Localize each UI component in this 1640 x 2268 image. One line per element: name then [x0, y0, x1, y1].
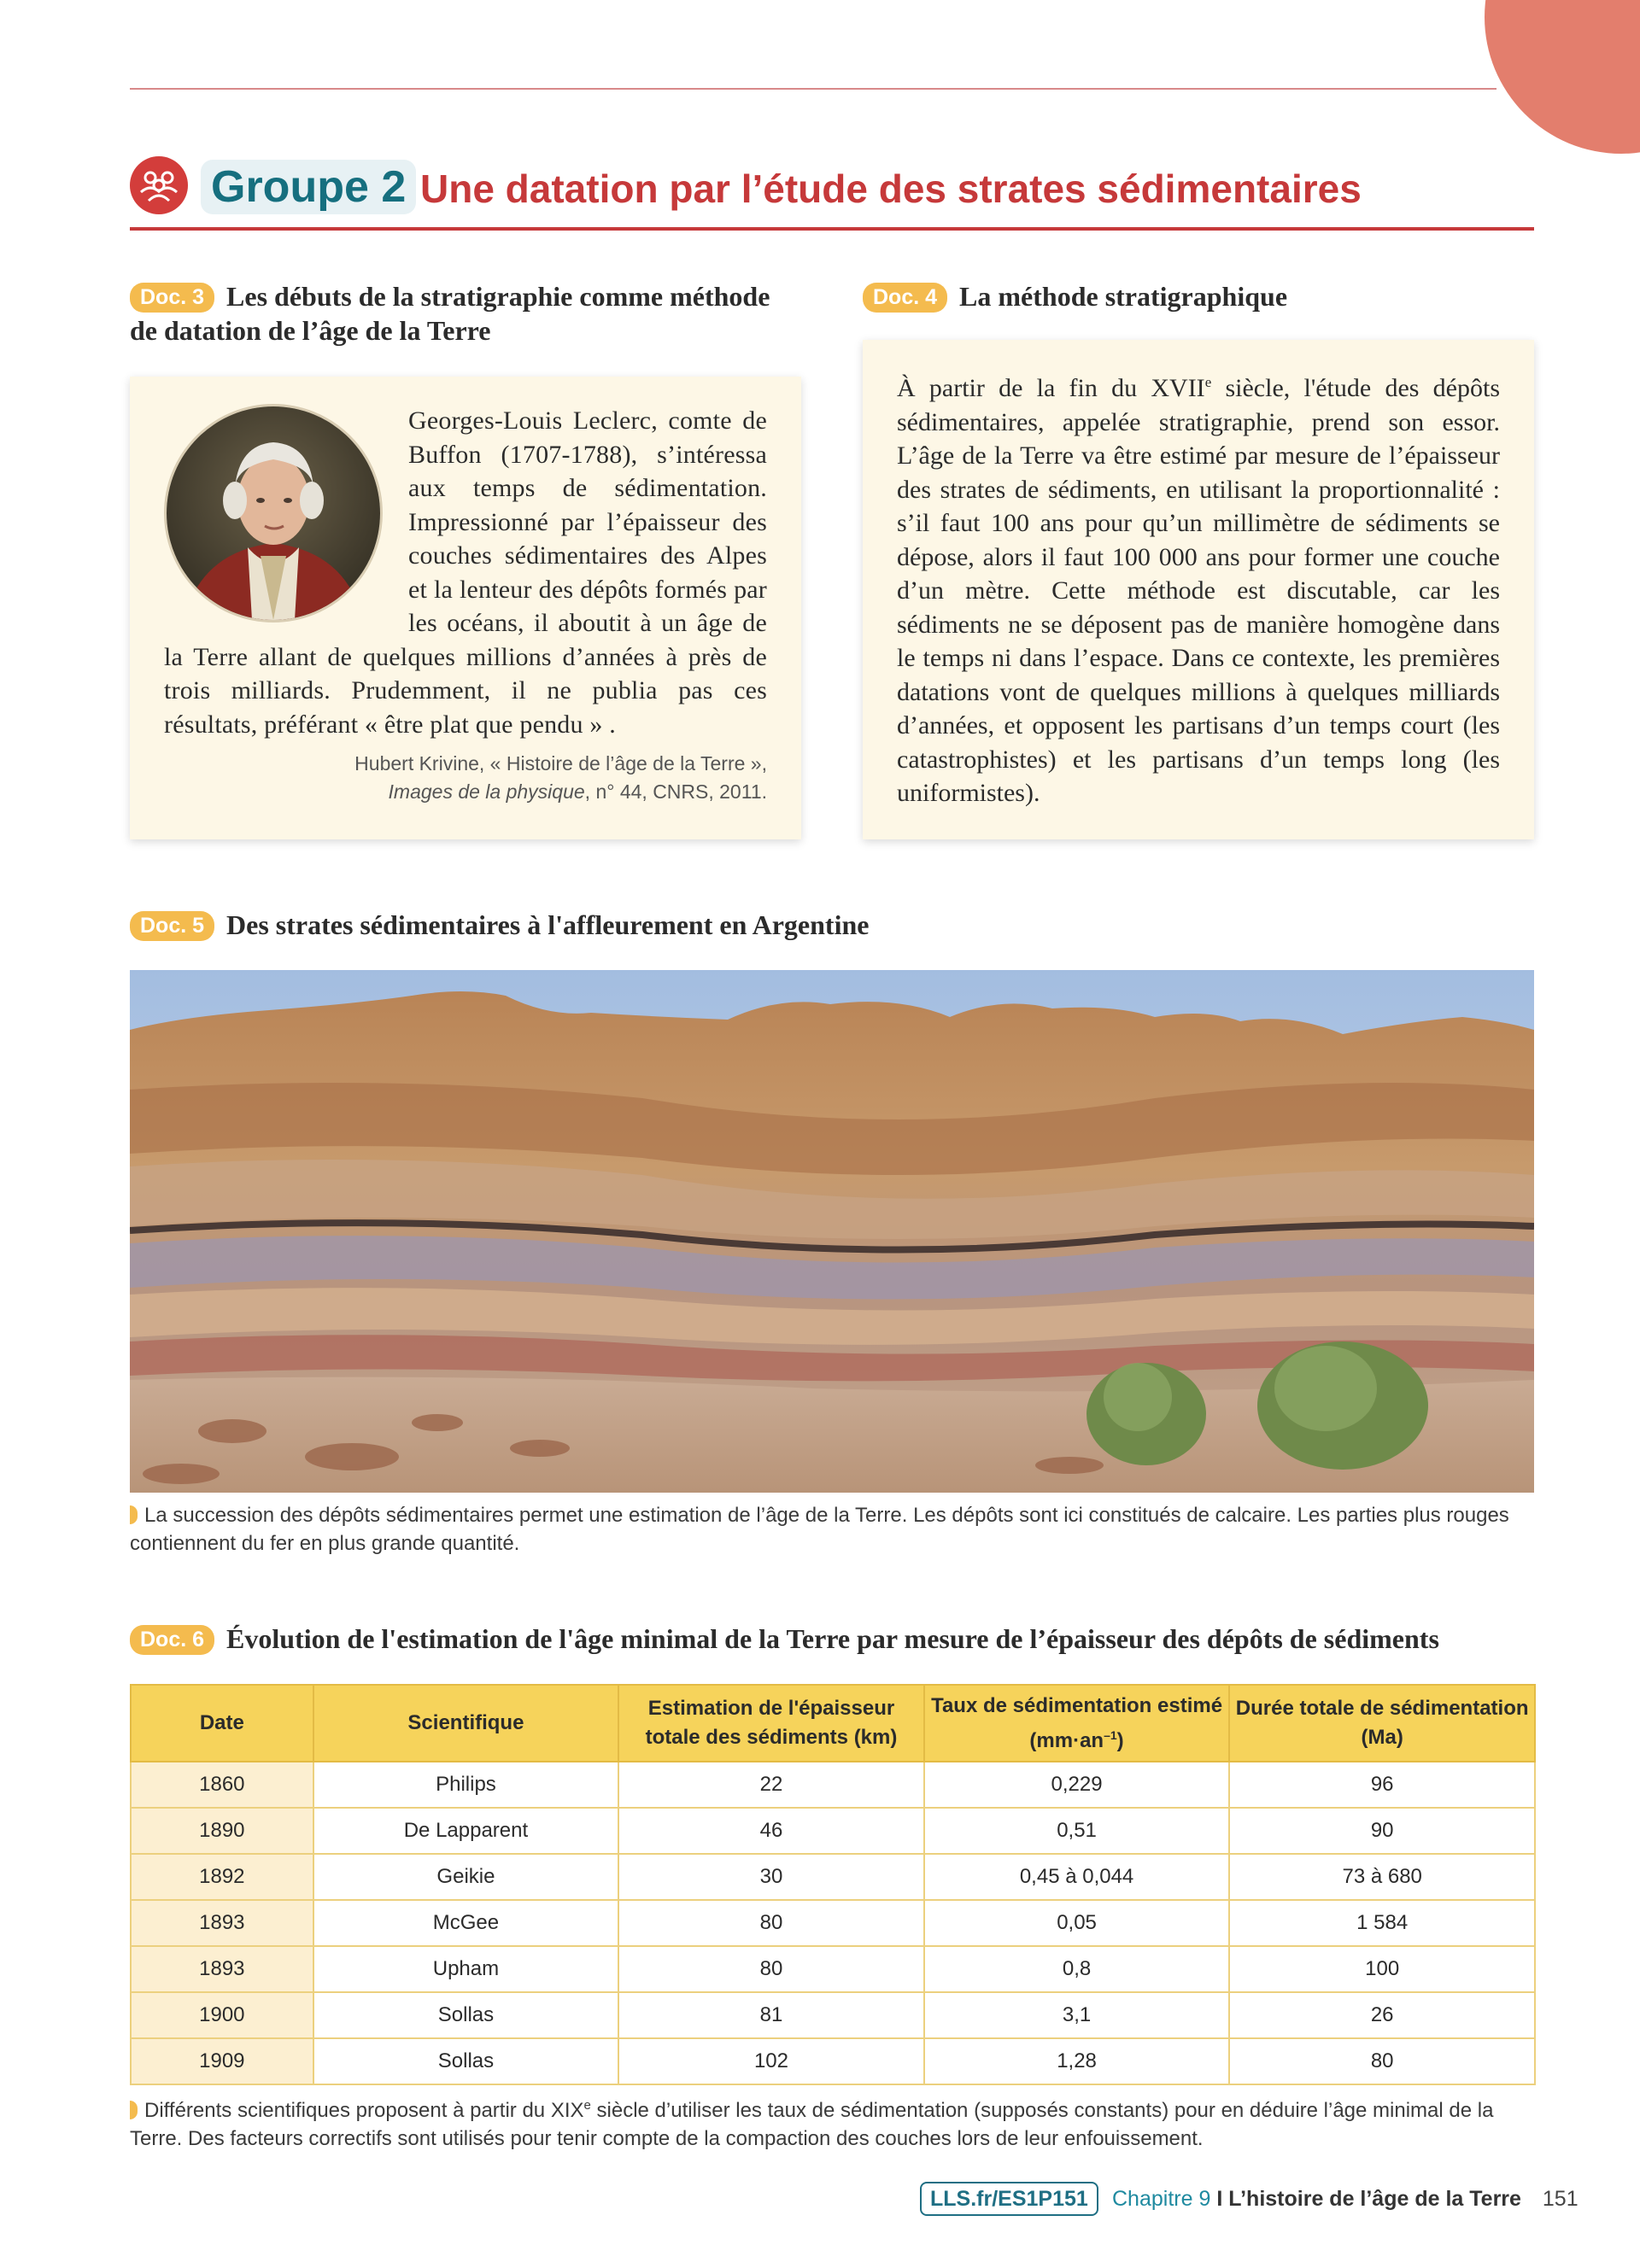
- cell-rate: 0,45 à 0,044: [924, 1854, 1230, 1900]
- footer-chapter-title: L’histoire de l’âge de la Terre: [1228, 2187, 1521, 2211]
- cell-scientist: McGee: [313, 1900, 619, 1946]
- doc3-heading: [130, 279, 796, 348]
- doc3-source-line1: Hubert Krivine, « Histoire de l’âge de la Terre »,: [354, 752, 767, 775]
- cell-scientist: Sollas: [313, 2038, 619, 2084]
- cell-duration: 26: [1229, 1992, 1535, 2038]
- cell-duration: 90: [1229, 1808, 1535, 1854]
- doc3-source-journal: Images de la physique: [388, 780, 585, 803]
- cell-date: 1892: [131, 1854, 313, 1900]
- buffon-portrait: [164, 404, 383, 623]
- doc6-title: Évolution de l'estimation de l'âge minimal de la Terre par mesure de l’épaisseur des dépôts de sédiments: [226, 1623, 1439, 1654]
- cell-thickness: 46: [618, 1808, 924, 1854]
- cell-duration: 73 à 680: [1229, 1854, 1535, 1900]
- doc5-caption: [130, 1501, 1534, 1558]
- cell-thickness: 102: [618, 2038, 924, 2084]
- doc5-heading: [130, 908, 1531, 942]
- cell-thickness: 81: [618, 1992, 924, 2038]
- cell-date: 1893: [131, 1900, 313, 1946]
- page-title: Une datation par l’étude des strates sédimentaires: [420, 167, 1362, 211]
- cell-date: 1900: [131, 1992, 313, 2038]
- table-row: [131, 1946, 1535, 1992]
- cell-scientist: Upham: [313, 1946, 619, 1992]
- caption-marker-icon: [130, 1505, 138, 1524]
- rate-header-text: Taux de sédimentation estimé (mm·an: [931, 1693, 1223, 1752]
- strata-photo: [130, 970, 1534, 1493]
- doc5-badge: Doc. 5: [130, 911, 214, 941]
- doc6-caption-rest: siècle d’utiliser les taux de sédimentation (supposés constants) pour en déduire l’âge minimal de la Terre. Des facteurs correctifs sont utilisés pour tenir compte de la compaction des couches lors de leur enfouissement.: [130, 2099, 1494, 2150]
- doc5-title: Des strates sédimentaires à l'affleurement en Argentine: [226, 909, 870, 940]
- cell-date: 1909: [131, 2038, 313, 2084]
- doc3-title: Les débuts de la stratigraphie comme méthode de datation de l’âge de la Terre: [130, 281, 770, 346]
- cell-duration: 80: [1229, 2038, 1535, 2084]
- doc4-text-start: À partir de la fin du XVII: [897, 374, 1205, 402]
- sedimentation-table: [130, 1684, 1536, 2085]
- cell-rate: 0,8: [924, 1946, 1230, 1992]
- doc3-source: [164, 750, 767, 806]
- table-row: [131, 2038, 1535, 2084]
- table-header-row: [131, 1685, 1535, 1762]
- table-row: [131, 1992, 1535, 2038]
- cell-rate: 0,05: [924, 1900, 1230, 1946]
- table-row: [131, 1900, 1535, 1946]
- doc4-text-rest: siècle, l'étude des dépôts sédimentaires, appelée stratigraphie, prend son essor. L’âge de la Terre va être estimé par mesure de l’épaisseur des strates de sédiments, en utilisant la proportionnalité : s’il faut 100 ans pour qu’un millimètre de sédiments se dépose, alors il faut 100 000 ans pour former une couche d’un mètre. Cette méthode est discutable, car les sédiments ne se déposent pas de manière homogène dans le temps ni dans l’espace. Dans ce contexte, les premières datations vont de quelques millions à quelques milliards d’années, et opposent les partisans d’un temps court (les catastrophistes) et les partisans d’un temps long (les uniformistes).: [897, 374, 1501, 807]
- rate-header-close: ): [1116, 1728, 1124, 1752]
- top-rule: [130, 88, 1496, 90]
- cell-thickness: 30: [618, 1854, 924, 1900]
- doc3-card: [130, 377, 801, 839]
- group-people-icon: [130, 156, 188, 214]
- cell-thickness: 80: [618, 1900, 924, 1946]
- col-header-rate: [924, 1685, 1230, 1762]
- lls-link[interactable]: LLS.fr/ES1P151: [920, 2182, 1098, 2216]
- footer-chapter-label: Chapitre 9: [1112, 2187, 1211, 2211]
- table-row: [131, 1762, 1535, 1808]
- cell-thickness: 22: [618, 1762, 924, 1808]
- cell-rate: 1,28: [924, 2038, 1230, 2084]
- group-label: Groupe 2: [201, 160, 416, 214]
- caption-marker-icon: [130, 2101, 138, 2119]
- footer-chapter: [1112, 2183, 1578, 2214]
- table-row: [131, 1854, 1535, 1900]
- cell-rate: 0,229: [924, 1762, 1230, 1808]
- doc4-title: La méthode stratigraphique: [959, 281, 1288, 312]
- doc3-text: Georges-Louis Leclerc, comte de Buffon (1707-1788), s’intéressa aux temps de sédimentation. Impressionné par l’épaisseur des couches sédimentaires des Alpes et la lenteur des dépôts formés par les océans, il aboutit à un âge de la Terre allant de quelques millions d’années à près de trois milliards. Prudemment, il ne publia pas ces résultats, préférant « être plat que pendu » .: [164, 406, 767, 739]
- cell-date: 1893: [131, 1946, 313, 1992]
- doc4-text-sup: e: [1204, 374, 1212, 390]
- doc5-caption-text: La succession des dépôts sédimentaires permet une estimation de l’âge de la Terre. Les dépôts sont ici constitués de calcaire. Les parties plus rouges contiennent du fer en plus grande quantité.: [130, 1504, 1509, 1555]
- cell-rate: 3,1: [924, 1992, 1230, 2038]
- cell-scientist: Sollas: [313, 1992, 619, 2038]
- corner-circle-decoration: [1485, 0, 1640, 154]
- doc6-caption-start: Différents scientifiques proposent à partir du XIX: [144, 2099, 584, 2122]
- cell-duration: 1 584: [1229, 1900, 1535, 1946]
- cell-date: 1890: [131, 1808, 313, 1854]
- col-header-date: Date: [131, 1685, 313, 1762]
- doc3-badge: Doc. 3: [130, 283, 214, 313]
- cell-scientist: Philips: [313, 1762, 619, 1808]
- doc3-source-line2: [164, 778, 767, 806]
- cell-rate: 0,51: [924, 1808, 1230, 1854]
- table-row: [131, 1808, 1535, 1854]
- doc4-card: [863, 340, 1534, 839]
- cell-scientist: Geikie: [313, 1854, 619, 1900]
- doc6-heading: [130, 1622, 1548, 1656]
- page-number: 151: [1542, 2187, 1578, 2211]
- footer-separator: I: [1216, 2187, 1223, 2211]
- rate-header-sup: –1: [1104, 1727, 1117, 1742]
- cell-date: 1860: [131, 1762, 313, 1808]
- doc6-caption-sup: e: [583, 2098, 591, 2113]
- doc3-source-rest: , n° 44, CNRS, 2011.: [584, 780, 767, 803]
- col-header-duration: Durée totale de sédimentation (Ma): [1229, 1685, 1535, 1762]
- doc6-caption: [130, 2091, 1534, 2153]
- doc6-badge: Doc. 6: [130, 1625, 214, 1655]
- cell-duration: 96: [1229, 1762, 1535, 1808]
- title-rule: [130, 227, 1534, 231]
- doc4-text: [863, 340, 1534, 810]
- cell-thickness: 80: [618, 1946, 924, 1992]
- col-header-thickness: Estimation de l'épaisseur totale des sédiments (km): [618, 1685, 924, 1762]
- col-header-scientist: Scientifique: [313, 1685, 619, 1762]
- cell-scientist: De Lapparent: [313, 1808, 619, 1854]
- doc4-badge: Doc. 4: [863, 283, 947, 313]
- cell-duration: 100: [1229, 1946, 1535, 1992]
- doc4-heading: [863, 279, 1529, 313]
